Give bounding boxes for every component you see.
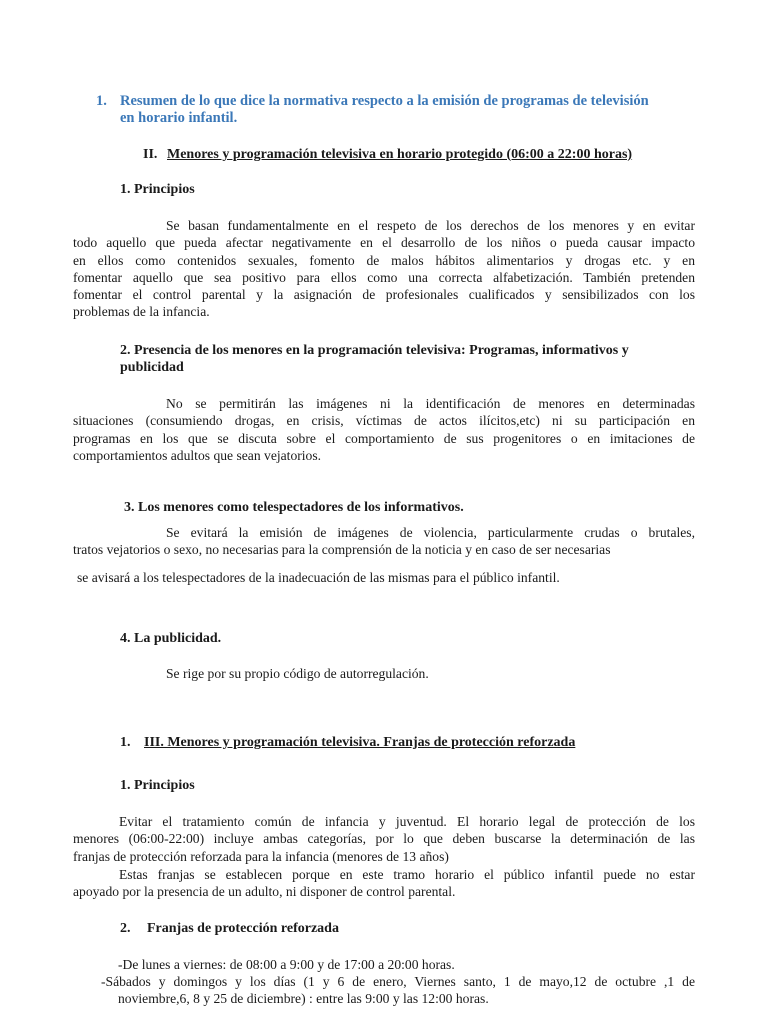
paragraph-line: apoyado por la presencia de un adulto, ni disponer de control parental. <box>73 884 456 900</box>
advertising-text: Se rige por su propio código de autorregulación. <box>166 666 429 681</box>
principles-paragraph <box>73 217 695 321</box>
paragraph-line: Se evitará la emisión de imágenes de violencia, particularmente crudas o brutales, <box>166 525 695 540</box>
presence-paragraph <box>73 395 695 464</box>
telespectators-extra-line: se avisará a los telespectadores de la inadecuación de las mismas para el público infantil. <box>77 570 560 585</box>
telespectators-title: 3. Los menores como telespectadores de los informativos. <box>124 500 464 515</box>
presence-title-line: 2. Presencia de los menores en la programación televisiva: Programas, informativos y <box>120 343 629 358</box>
bands-title: Franjas de protección reforzada <box>147 921 339 936</box>
section-iii-title: III. Menores y programación televisiva. Franjas de protección reforzada <box>144 735 576 750</box>
paragraph-line: problemas de la infancia. <box>73 304 210 320</box>
paragraph-line: fomentar aquello que sea positivo para ellos como una correcta alfabetización. También pretenden <box>73 269 695 285</box>
paragraph-line: fomentar el control parental y la asignación de profesionales cualificados y sensibilizados con los <box>73 287 695 303</box>
bands-number: 2. <box>120 921 131 936</box>
list-item-line: noviembre,6, 8 y 25 de diciembre) : entre las 9:00 y las 12:00 horas. <box>118 991 489 1007</box>
paragraph-line: programas en los que se discuta sobre el comportamiento de sus progenitores o en imitaciones de <box>73 430 695 446</box>
paragraph-line: No se permitirán las imágenes ni la identificación de menores en determinadas <box>166 396 695 411</box>
main-heading-line: en horario infantil. <box>120 110 238 126</box>
advertising-title: 4. La publicidad. <box>120 631 222 646</box>
presence-title-line: publicidad <box>120 360 184 375</box>
paragraph-line: Se basan fundamentalmente en el respeto de los derechos de los menores y en evitar <box>166 218 695 233</box>
heading-number: 1. <box>96 93 107 109</box>
section-iii-number: 1. <box>120 735 131 750</box>
section-ii-title: Menores y programación televisiva en horario protegido (06:00 a 22:00 horas) <box>167 147 633 162</box>
paragraph-line: tratos vejatorios o sexo, no necesarias para la comprensión de la noticia y en caso de ser necesarias <box>73 542 611 558</box>
paragraph-line: franjas de protección reforzada para la infancia (menores de 13 años) <box>73 848 449 864</box>
main-heading <box>120 93 700 127</box>
paragraph-line: todo aquello que pueda afectar negativamente en el desarrollo de los niños o pueda causar impacto <box>73 235 695 251</box>
section-iii-paragraph-2 <box>73 866 695 901</box>
paragraph-line: en ellos como contenidos sexuales, fomento de malos hábitos alimentarios y drogas etc. y en <box>73 252 695 268</box>
paragraph-line: Evitar el tratamiento común de infancia y juventud. El horario legal de protección de los <box>119 814 695 829</box>
main-heading-line: Resumen de lo que dice la normativa respecto a la emisión de programas de televisión <box>120 93 649 109</box>
paragraph-line: menores (06:00-22:00) incluye ambas categorías, por lo que deben buscarse la determinación de las <box>73 831 695 847</box>
section-iii-principles-title: 1. Principios <box>120 778 195 793</box>
paragraph-line: comportamientos adultos que sean vejatorios. <box>73 447 322 463</box>
section-ii-principles-title: 1. Principios <box>120 182 195 197</box>
presence-title <box>120 342 695 376</box>
telespectators-paragraph <box>73 524 695 559</box>
paragraph-line: Estas franjas se establecen porque en este tramo horario el público infantil puede no estar <box>119 867 695 882</box>
section-iii-paragraph-1 <box>73 813 695 865</box>
section-ii-number: II. <box>143 147 158 162</box>
paragraph-line: situaciones (consumiendo drogas, en crisis, víctimas de actos ilícitos,etc) ni su participación en <box>73 413 695 429</box>
bands-item-weekdays: -De lunes a viernes: de 08:00 a 9:00 y de 17:00 a 20:00 horas. <box>118 957 455 972</box>
list-item-line: -Sábados y domingos y los días (1 y 6 de enero, Viernes santo, 1 de mayo,12 de octubre ,1 de <box>101 974 695 989</box>
bands-item-weekends <box>101 973 695 1008</box>
